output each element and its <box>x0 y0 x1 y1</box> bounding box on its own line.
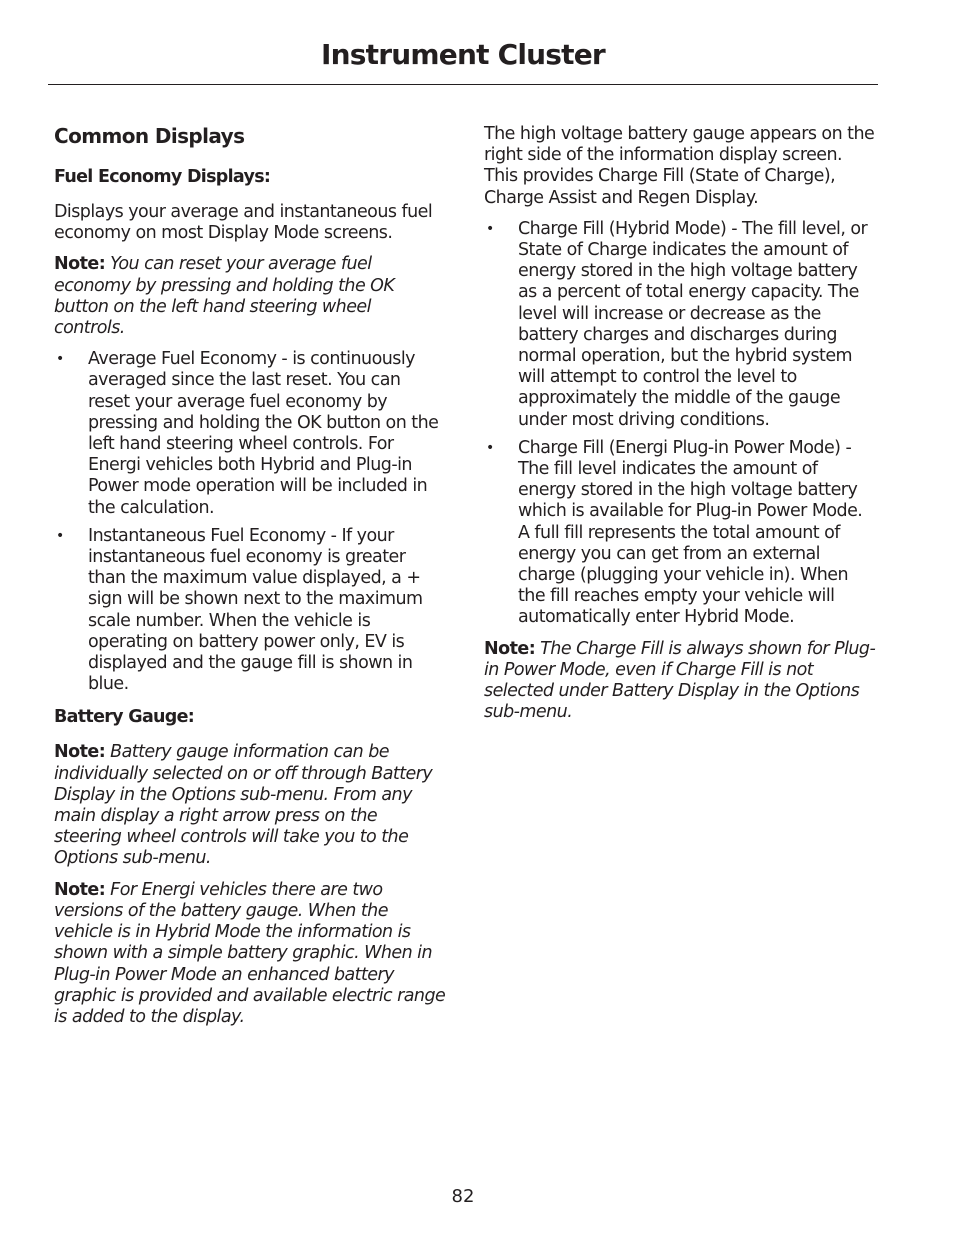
list-item-charge-fill-hybrid <box>484 219 876 431</box>
page-header <box>48 36 878 85</box>
note-label: Note: <box>54 742 106 763</box>
note-text: You can reset your average fuel economy by pressing and holding the OK button on the left hand steering wheel controls. <box>54 254 395 339</box>
list-item-text: Instantaneous Fuel Economy - If your instantaneous fuel economy is greater than the maximum value displayed, a + sign will be shown next to the maximum scale number. When the vehicle is operating on battery power only, EV is displayed and the gauge fill is shown in blue. <box>88 525 423 695</box>
battery-gauge-intro: The high voltage battery gauge appears on the right side of the information display screen. This provides Charge Fill (State of Charge), Charge Assist and Regen Display. <box>484 124 875 208</box>
charge-fill-note <box>484 639 876 724</box>
sub-heading-fuel-economy: Fuel Economy Displays: <box>54 167 271 187</box>
note-label: Note: <box>54 879 106 900</box>
list-item-average-fuel-economy <box>54 349 446 519</box>
section-heading-common-displays: Common Displays <box>54 124 245 148</box>
list-item-text: Charge Fill (Energi Plug-in Power Mode) - The fill level indicates the amount of energy stored in the high voltage battery which is available for Plug-in Power Mode. A full fill represents the total amount of energy you can get from an external charge (plugging your vehicle in). When the fill reaches empty your vehicle will automatically enter Hybrid Mode. <box>518 437 863 628</box>
bullet-icon: • <box>56 351 64 368</box>
list-item-text: Average Fuel Economy - is continuously averaged since the last reset. You can reset your average fuel economy by pressing and holding the OK button on the left hand steering wheel controls. For Energi vehicles both Hybrid and Plug-in Power mode operation will be included in the calculation. <box>88 349 439 518</box>
note-text: Battery gauge information can be individually selected on or off through Battery Display in the Options sub-menu. From any main display a right arrow press on the steering wheel controls will take you to the Options sub-menu. <box>54 742 433 869</box>
battery-gauge-note-2 <box>54 880 446 1028</box>
list-item-charge-fill-energi <box>484 438 876 629</box>
charge-fill-list <box>484 219 876 629</box>
battery-gauge-note-1 <box>54 742 446 869</box>
bullet-icon: • <box>56 527 64 544</box>
left-column <box>54 123 446 1038</box>
bullet-icon: • <box>486 220 494 237</box>
fuel-economy-note <box>54 254 446 339</box>
right-column <box>484 124 876 733</box>
page-title: Instrument Cluster <box>321 38 605 71</box>
fuel-economy-intro: Displays your average and instantaneous fuel economy on most Display Mode screens. <box>54 202 433 244</box>
list-item-instantaneous-fuel-economy <box>54 526 446 696</box>
fuel-economy-list <box>54 349 446 695</box>
note-text: For Energi vehicles there are two versions of the battery gauge. When the vehicle is in Hybrid Mode the information is shown with a simple battery graphic. When in Plug-in Power Mode an enhanced battery graphic is provided and available electric range is added to the display. <box>54 879 446 1027</box>
bullet-icon: • <box>486 439 494 456</box>
page-number: 82 <box>451 1186 475 1207</box>
note-label: Note: <box>54 254 106 275</box>
note-text: The Charge Fill is always shown for Plug-in Power Mode, even if Charge Fill is not selected under Battery Display in the Options sub-menu. <box>484 638 876 723</box>
list-item-text: Charge Fill (Hybrid Mode) - The fill level, or State of Charge indicates the amount of energy stored in the high voltage battery as a percent of total energy capacity. The level will increase or decrease as the battery charges and discharges during normal operation, but the hybrid system will attempt to control the level to approximately the middle of the gauge under most driving conditions. <box>518 218 868 430</box>
note-label: Note: <box>484 638 536 659</box>
sub-heading-battery-gauge: Battery Gauge: <box>54 707 195 728</box>
